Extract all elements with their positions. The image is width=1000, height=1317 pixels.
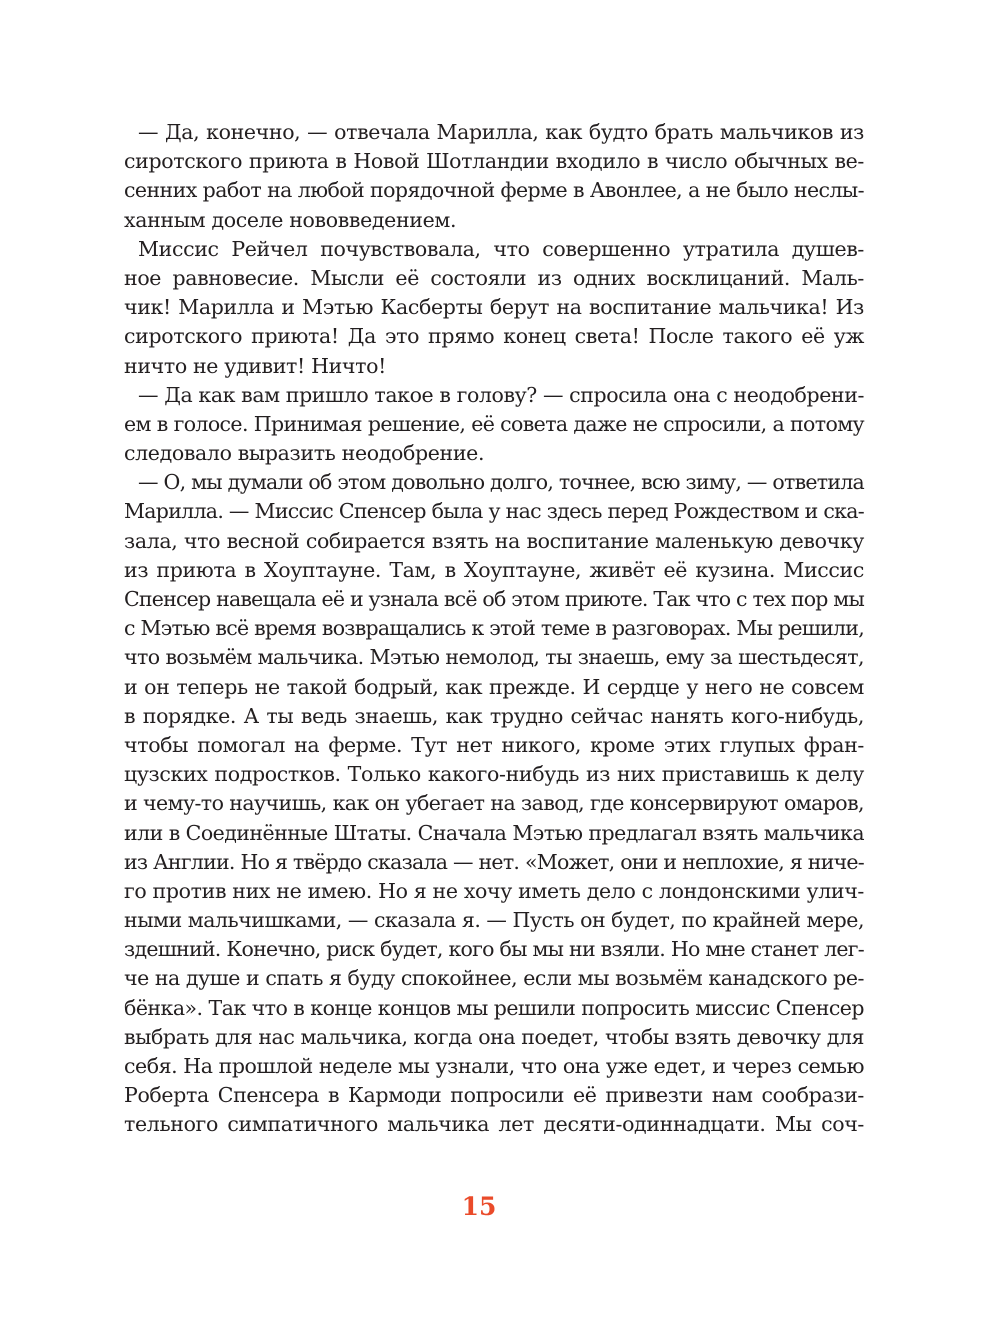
text-line: Миссис Рейчел почувствовала, что совершенно утратила душев- [138,236,864,261]
text-line: выбрать для нас мальчика, когда она поедет, чтобы взять девочку для [124,1024,864,1049]
text-line: ем в голосе. Принимая решение, её совета даже не спросили, а потому [124,411,864,436]
text-line: — О, мы думали об этом довольно долго, точнее, всю зиму, — ответила [138,470,864,495]
text-line: из приюта в Хоуптауне. Там, в Хоуптауне, живёт её кузина. Миссис [124,557,864,582]
page-body-text [124,118,864,1140]
text-line: сиротского приюта! Да это прямо конец света! После такого её уж [124,324,864,349]
text-line: и он теперь не такой бодрый, как прежде. И сердце у него не совсем [124,674,864,699]
text-line: Марилла. — Миссис Спенсер была у нас здесь перед Рождеством и ска- [124,499,864,524]
text-line: го против них не имею. Но я не хочу иметь дело с лондонскими улич- [124,878,864,903]
text-line: следовало выразить неодобрение. [124,441,485,466]
text-line: — Да, конечно, — отвечала Марилла, как будто брать мальчиков из [138,120,864,144]
text-line: себя. На прошлой неделе мы узнали, что она уже едет, и через семью [124,1054,864,1078]
text-line: и чему-то научишь, как он убегает на завод, где консервируют омаров, [124,791,864,816]
text-line: сенних работ на любой порядочной ферме в Авонлее, а не было неслы- [124,178,864,203]
text-line: чтобы помогал на ферме. Тут нет никого, кроме этих глупых фран- [124,732,864,757]
text-line: — Да как вам пришло такое в голову? — спросила она с неодобрени- [138,382,864,407]
text-line: что возьмём мальчика. Мэтью немолод, ты знаешь, ему за шестьдесят, [124,645,864,670]
text-line: здешний. Конечно, риск будет, кого бы мы ни взяли. Но мне станет лег- [124,937,864,962]
text-line: ханным доселе нововведением. [124,207,457,232]
text-line: ничто не удивит! Ничто! [124,353,387,378]
text-line: чик! Марилла и Мэтью Касберты берут на воспитание мальчика! Из [124,295,864,320]
text-line: бёнка». Так что в конце концов мы решили попросить миссис Спенсер [124,995,864,1020]
text-line: Спенсер навещала её и узнала всё об этом приюте. Так что с тех пор мы [124,587,864,611]
text-line: из Англии. Но я твёрдо сказала — нет. «Может, они и неплохие, я ниче- [124,849,864,874]
text-line: ное равновесие. Мысли её состояли из одних восклицаний. Маль- [124,265,864,290]
text-line: в порядке. А ты ведь знаешь, как трудно сейчас нанять кого-нибудь, [124,703,864,728]
page-number: 15 [461,1192,497,1221]
text-line: тельного симпатичного мальчика лет десяти-одиннадцати. Мы соч- [124,1112,864,1137]
text-line: сиротского приюта в Новой Шотландии входило в число обычных ве- [124,149,864,174]
text-line: цузских подростков. Только какого-нибудь из них приставишь к делу [124,762,864,787]
text-line: Роберта Спенсера в Кармоди попросили её привезти нам сообрази- [124,1083,864,1108]
text-line: или в Соединённые Штаты. Сначала Мэтью предлагал взять мальчика [124,820,864,845]
text-line: зала, что весной собирается взять на воспитание маленькую девочку [124,528,864,553]
text-line: с Мэтью всё время возвращались к этой теме в разговорах. Мы решили, [124,616,864,641]
text-line: ными мальчишками, — сказала я. — Пусть он будет, по крайней мере, [124,908,864,933]
text-line: че на душе и спать я буду спокойнее, если мы возьмём канадского ре- [124,966,864,991]
